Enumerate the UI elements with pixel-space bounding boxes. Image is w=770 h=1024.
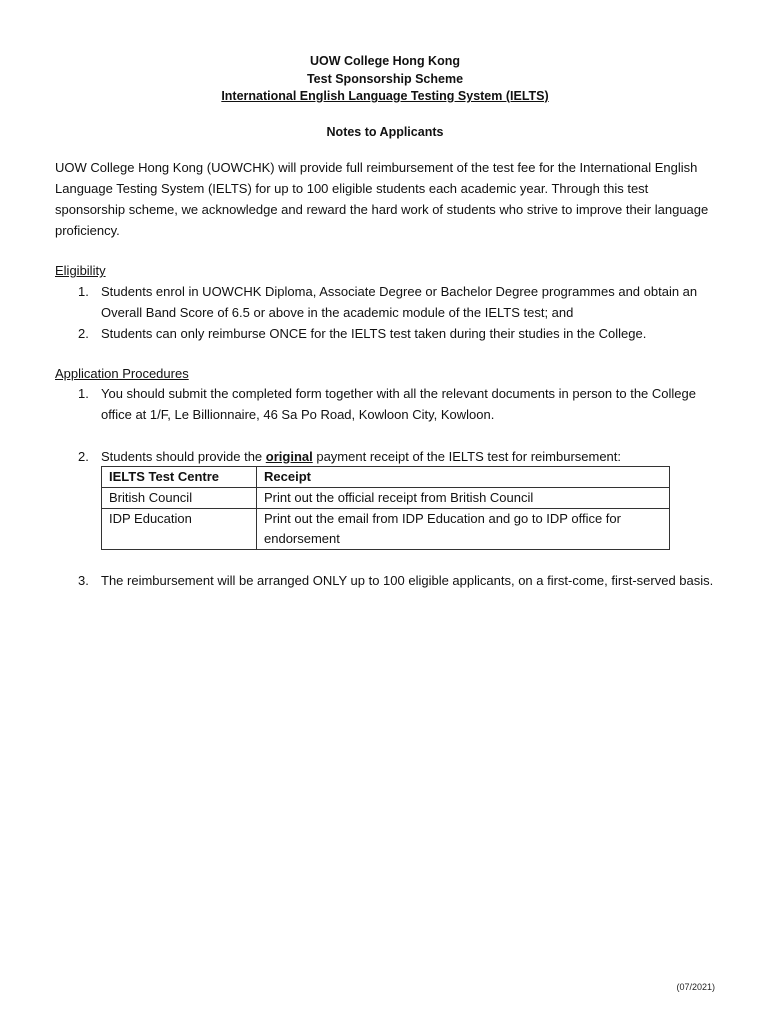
- procedures-list: [55, 383, 720, 467]
- table-cell: British Council: [102, 488, 257, 509]
- eligibility-heading: Eligibility: [55, 263, 106, 278]
- procedures-list-continued: [55, 570, 720, 591]
- table-row: [102, 509, 670, 550]
- list-item-text: Students enrol in UOWCHK Diploma, Associate Degree or Bachelor Degree programmes and obtain an Overall Band Score of 6.5 or above in the academic module of the IELTS test; and: [101, 284, 698, 320]
- eligibility-list: [55, 281, 720, 344]
- list-item-text-before: Students should provide the: [101, 449, 266, 464]
- table-row: [102, 488, 670, 509]
- list-item-text: You should submit the completed form together with all the relevant documents in person to the College office at 1/F, Le Billionnaire, 46 Sa Po Road, Kowloon City, Kowloon.: [101, 386, 696, 422]
- receipt-table: [101, 466, 670, 550]
- column-header-receipt: Receipt: [257, 467, 670, 488]
- list-item: [55, 323, 720, 344]
- document-header: [0, 53, 770, 106]
- list-item-text: Students can only reimburse ONCE for the IELTS test taken during their studies in the College.: [101, 326, 647, 341]
- notes-title: Notes to Applicants: [326, 125, 444, 139]
- column-header-centre: IELTS Test Centre: [102, 467, 257, 488]
- list-item: [55, 383, 720, 425]
- list-number: 1.: [78, 386, 89, 401]
- list-number: 2.: [78, 326, 89, 341]
- list-item: [55, 570, 720, 591]
- table-cell: Print out the email from IDP Education and go to IDP office for endorsement: [257, 509, 670, 550]
- table-header-row: [102, 467, 670, 488]
- list-item-text: The reimbursement will be arranged ONLY up to 100 eligible applicants, on a first-come, first-served basis.: [101, 573, 714, 588]
- list-item: [55, 446, 720, 467]
- procedures-heading: Application Procedures: [55, 366, 189, 381]
- org-name: UOW College Hong Kong: [310, 54, 460, 68]
- test-name: International English Language Testing System (IELTS): [221, 89, 549, 103]
- emphasis-original: original: [265, 449, 313, 464]
- form-version-code: (07/2021): [676, 982, 715, 992]
- intro-paragraph: UOW College Hong Kong (UOWCHK) will provide full reimbursement of the test fee for the International English Language Testing System (IELTS) for up to 100 eligible students each academic year. Through this test sponsorship scheme, we acknowledge and reward the hard work of students who strive to improve their language proficiency.: [55, 160, 709, 238]
- list-number: 2.: [78, 449, 89, 464]
- table-cell: IDP Education: [102, 509, 257, 550]
- table-cell: Print out the official receipt from British Council: [257, 488, 670, 509]
- list-number: 3.: [78, 573, 89, 588]
- list-item-text-after: payment receipt of the IELTS test for reimbursement:: [312, 449, 622, 464]
- list-item: [55, 281, 720, 323]
- scheme-name: Test Sponsorship Scheme: [306, 71, 464, 86]
- list-number: 1.: [78, 284, 89, 299]
